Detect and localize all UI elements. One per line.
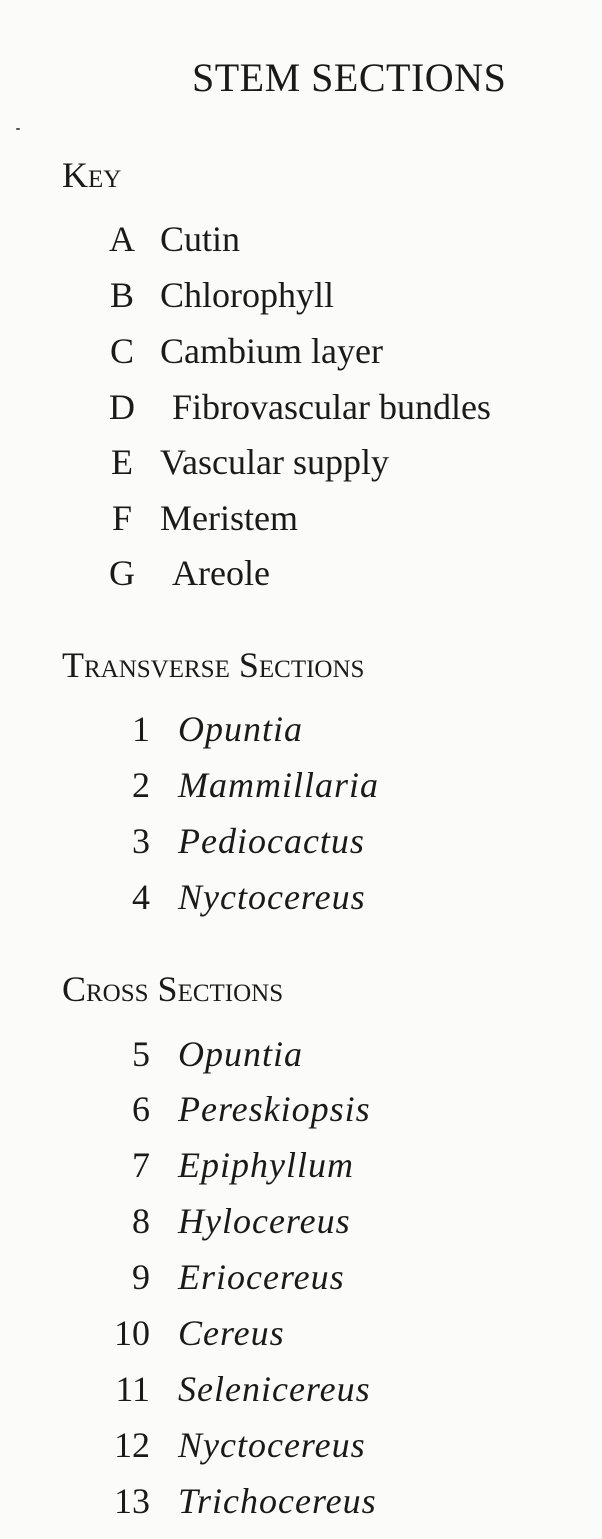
item-number: 13 [114, 1481, 150, 1521]
item-name: Selenicereus [178, 1369, 371, 1409]
item-number: 12 [114, 1425, 150, 1465]
item-number: 6 [132, 1089, 150, 1129]
transverse-sections-heading: Transverse Sections [62, 645, 365, 685]
item-name: Mammillaria [178, 765, 380, 805]
item-number: 3 [132, 821, 150, 861]
item-name: Hylocereus [178, 1201, 351, 1241]
item-number: 7 [132, 1145, 150, 1185]
key-term: Cutin [160, 219, 241, 259]
item-name: Opuntia [178, 709, 304, 749]
item-name: Cereus [178, 1313, 285, 1353]
key-heading: Key [62, 155, 122, 195]
item-number: 11 [115, 1369, 150, 1409]
item-number: 2 [132, 765, 150, 805]
item-name: Nyctocereus [178, 877, 366, 917]
key-term: Chlorophyll [160, 275, 335, 315]
key-letter: C [109, 331, 134, 371]
cross-sections-heading: Cross Sections [62, 969, 284, 1009]
item-number: 9 [132, 1257, 150, 1297]
key-letter: A [109, 219, 135, 259]
key-letter: F [111, 498, 133, 538]
item-name: Nyctocereus [178, 1425, 366, 1465]
item-number: 8 [132, 1201, 150, 1241]
key-letter: G [109, 553, 135, 593]
key-term: Vascular supply [160, 442, 389, 482]
key-letter: D [109, 387, 135, 427]
item-name: Trichocereus [178, 1481, 377, 1521]
item-name: Opuntia [178, 1034, 304, 1074]
item-number: 5 [132, 1034, 150, 1074]
item-name: Pereskiopsis [178, 1089, 371, 1129]
key-term: Cambium layer [160, 331, 383, 371]
key-term: Meristem [160, 498, 298, 538]
item-number: 1 [132, 709, 150, 749]
item-name: Eriocereus [178, 1257, 345, 1297]
item-number: 4 [132, 877, 150, 917]
item-name: Pediocactus [178, 821, 365, 861]
item-name: Epiphyllum [178, 1145, 354, 1185]
key-term: Fibrovascular bundles [172, 387, 491, 427]
item-number: 10 [114, 1313, 150, 1353]
key-letter: E [111, 442, 133, 482]
page-title: STEM SECTIONS [192, 55, 507, 100]
key-letter: B [109, 275, 134, 315]
print-speck [16, 128, 20, 130]
key-term: Areole [172, 553, 270, 593]
